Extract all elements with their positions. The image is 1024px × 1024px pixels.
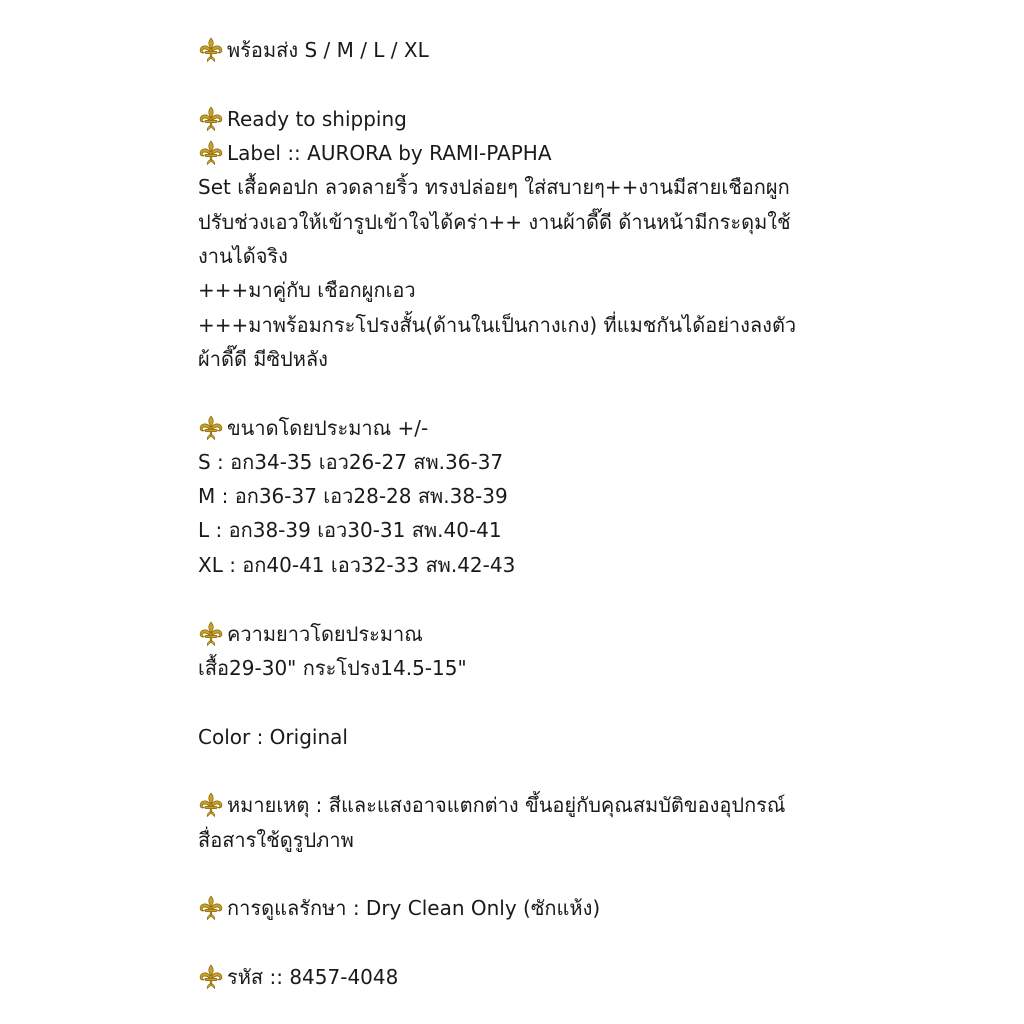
product-code-text: รหัส :: 8457-4048 xyxy=(227,965,399,989)
length-heading xyxy=(198,617,423,651)
fleur-de-lis-icon xyxy=(198,621,224,647)
size-row-l: L : อก38-39 เอว30-31 สพ.40-41 xyxy=(198,518,502,542)
ready-sizes-text: พร้อมส่ง S / M / L / XL xyxy=(227,38,429,62)
size-heading-text: ขนาดโดยประมาณ +/- xyxy=(227,416,429,440)
ready-sizes-line xyxy=(198,33,429,67)
note-line-2: สื่อสารใช้ดูรูปภาพ xyxy=(198,828,354,852)
description-line-4: +++มาคู่กับ เชือกผูกเอว xyxy=(198,278,416,302)
length-heading-text: ความยาวโดยประมาณ xyxy=(227,622,423,646)
description-line-2: ปรับช่วงเอวให้เข้ารูปเข้าใจได้คร่า++ งานผ้าดี๊ดี ด้านหน้ามีกระดุมใช้ xyxy=(198,210,791,234)
fleur-de-lis-icon xyxy=(198,895,224,921)
fleur-de-lis-icon xyxy=(198,792,224,818)
label-text: Label :: AURORA by RAMI-PAPHA xyxy=(227,141,552,165)
color-line: Color : Original xyxy=(198,725,348,749)
label-line xyxy=(198,136,552,170)
ready-shipping-text: Ready to shipping xyxy=(227,107,407,131)
description-line-3: งานได้จริง xyxy=(198,244,288,268)
care-line xyxy=(198,891,600,925)
size-row-m: M : อก36-37 เอว28-28 สพ.38-39 xyxy=(198,484,508,508)
size-row-s: S : อก34-35 เอว26-27 สพ.36-37 xyxy=(198,450,504,474)
fleur-de-lis-icon xyxy=(198,140,224,166)
size-row-xl: XL : อก40-41 เอว32-33 สพ.42-43 xyxy=(198,553,516,577)
note-text-1: หมายเหตุ : สีและแสงอาจแตกต่าง ขึ้นอยู่กับคุณสมบัติของอุปกรณ์ xyxy=(227,793,786,817)
fleur-de-lis-icon xyxy=(198,415,224,441)
description-line-5: +++มาพร้อมกระโปรงสั้น(ด้านในเป็นกางเกง) ที่แมชกันได้อย่างลงตัว xyxy=(198,313,797,337)
description-line-1: Set เสื้อคอปก ลวดลายริ้ว ทรงปล่อยๆ ใส่สบายๆ++งานมีสายเชือกผูก xyxy=(198,175,790,199)
ready-shipping-line xyxy=(198,102,407,136)
product-code-line xyxy=(198,960,398,994)
fleur-de-lis-icon xyxy=(198,106,224,132)
note-line-1 xyxy=(198,788,785,822)
care-text: การดูแลรักษา : Dry Clean Only (ซักแห้ง) xyxy=(227,896,601,920)
fleur-de-lis-icon xyxy=(198,964,224,990)
length-values: เสื้อ29-30" กระโปรง14.5-15" xyxy=(198,656,467,680)
fleur-de-lis-icon xyxy=(198,37,224,63)
size-heading xyxy=(198,411,428,445)
description-line-6: ผ้าดี๊ดี มีซิปหลัง xyxy=(198,347,328,371)
